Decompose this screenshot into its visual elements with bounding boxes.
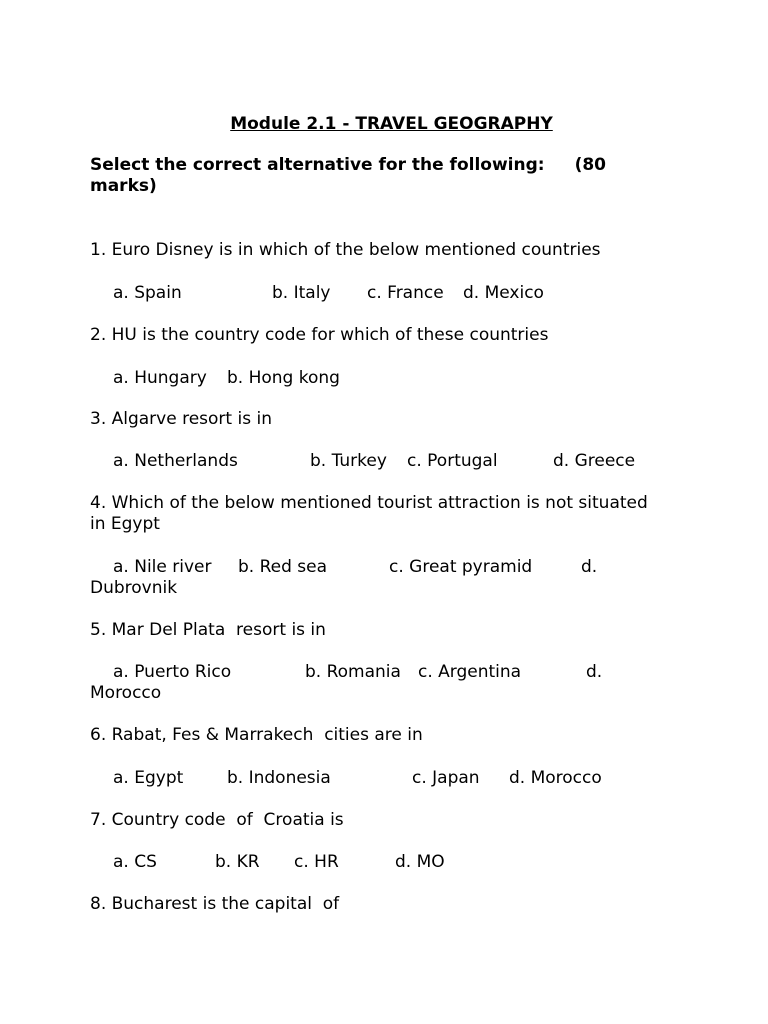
question-2: 2. HU is the country code for which of these countries <box>90 325 549 345</box>
page-title: Module 2.1 - TRAVEL GEOGRAPHY <box>230 114 553 134</box>
q5-option-a: a. Puerto Rico <box>113 662 232 682</box>
q1-option-a: a. Spain <box>113 283 182 303</box>
q3-option-a: a. Netherlands <box>113 451 238 471</box>
q3-option-b: b. Turkey <box>310 451 387 471</box>
question-1: 1. Euro Disney is in which of the below mentioned countries <box>90 240 601 260</box>
marks-label: (80 <box>574 155 607 175</box>
q5-option-d: d. <box>586 662 603 682</box>
q6-option-a: a. Egypt <box>113 768 184 788</box>
instruction-label: Select the correct alternative for the following: <box>90 155 545 175</box>
q1-option-b: b. Italy <box>272 283 331 303</box>
q4-option-d-continued: Dubrovnik <box>90 578 178 598</box>
q6-option-d: d. Morocco <box>509 768 602 788</box>
question-6: 6. Rabat, Fes & Marrakech cities are in <box>90 725 423 745</box>
marks-label-continued: marks) <box>90 176 157 196</box>
q1-option-d: d. Mexico <box>463 283 544 303</box>
q4-option-c: c. Great pyramid <box>389 557 533 577</box>
q3-option-d: d. Greece <box>553 451 636 471</box>
q4-option-b: b. Red sea <box>238 557 328 577</box>
q3-option-c: c. Portugal <box>407 451 498 471</box>
question-7: 7. Country code of Croatia is <box>90 810 344 830</box>
question-3: 3. Algarve resort is in <box>90 409 272 429</box>
q7-option-b: b. KR <box>215 852 260 872</box>
q5-option-c: c. Argentina <box>418 662 522 682</box>
question-5: 5. Mar Del Plata resort is in <box>90 620 326 640</box>
question-4: 4. Which of the below mentioned tourist attraction is not situated <box>90 493 648 513</box>
instruction-text <box>90 155 670 197</box>
q5-option-b: b. Romania <box>305 662 401 682</box>
q6-option-b: b. Indonesia <box>227 768 331 788</box>
q4-option-a: a. Nile river <box>113 557 212 577</box>
q7-option-c: c. HR <box>294 852 339 872</box>
q6-option-c: c. Japan <box>412 768 480 788</box>
q5-option-d-continued: Morocco <box>90 683 162 703</box>
q2-option-b: b. Hong kong <box>227 368 340 388</box>
q2-option-a: a. Hungary <box>113 368 207 388</box>
question-8: 8. Bucharest is the capital of <box>90 894 340 914</box>
q7-option-a: a. CS <box>113 852 157 872</box>
question-4-continued: in Egypt <box>90 514 160 534</box>
q7-option-d: d. MO <box>395 852 445 872</box>
q1-option-c: c. France <box>367 283 444 303</box>
q4-option-d: d. <box>581 557 598 577</box>
